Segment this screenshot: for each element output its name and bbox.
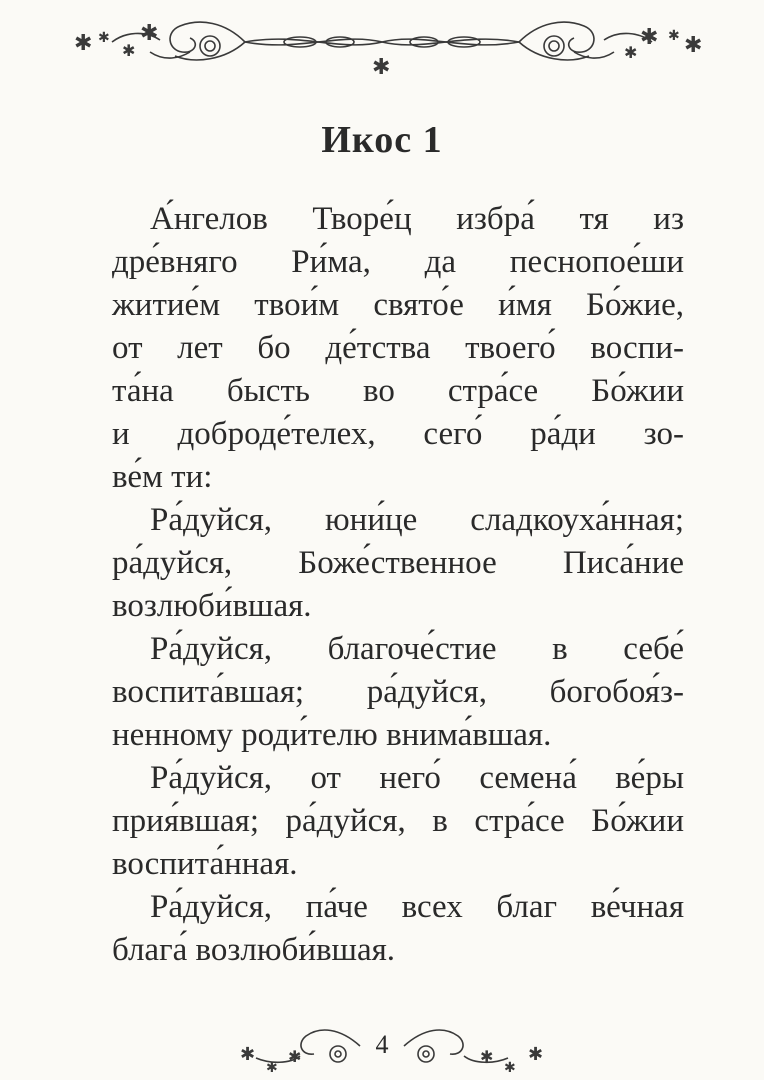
text-line: от лет бо де́тства твоего́ воспи-	[112, 330, 684, 366]
svg-text:✱: ✱	[266, 1060, 278, 1076]
text-line: Ра́дуйся, от него́ семена́ ве́ры	[150, 760, 684, 796]
svg-text:✱: ✱	[122, 41, 136, 60]
svg-text:✱: ✱	[624, 43, 638, 62]
svg-text:✱: ✱	[240, 1044, 256, 1065]
text-line: дре́вняго Ри́ма, да песнопое́ши	[112, 244, 684, 280]
svg-text:✱: ✱	[668, 28, 680, 44]
text-line: ве́м ти:	[112, 459, 213, 495]
text-line: Ра́дуйся, благоче́стие в себе́	[150, 631, 684, 667]
text-line: и доброде́телех, сего́ ра́ди зо-	[112, 416, 684, 452]
svg-text:✱: ✱	[528, 1044, 544, 1065]
paragraph	[112, 886, 684, 972]
paragraph	[112, 499, 684, 628]
text-line: житие́м твои́м свято́е и́мя Бо́жие,	[112, 287, 684, 323]
svg-text:✱: ✱	[98, 30, 110, 46]
text-line: воспита́нная.	[112, 846, 298, 882]
svg-text:✱: ✱	[684, 33, 703, 58]
top-ornament	[0, 12, 764, 82]
paragraph	[112, 757, 684, 886]
text-line: та́на бысть во стра́се Бо́жии	[112, 373, 684, 409]
page-title: Икос 1	[321, 119, 443, 161]
page-number: 4	[375, 1030, 389, 1059]
text-line: А́нгелов Творе́ц избра́ тя из	[150, 201, 684, 237]
text-line: возлюби́вшая.	[112, 588, 312, 624]
paragraph	[112, 628, 684, 757]
text-line: прия́вшая; ра́дуйся, в стра́се Бо́жии	[112, 803, 684, 839]
text-line: ра́дуйся, Боже́ственное Писа́ние	[112, 545, 684, 581]
svg-text:✱: ✱	[640, 25, 659, 50]
text-line: ненному роди́телю внима́вшая.	[112, 717, 552, 753]
text-line: Ра́дуйся, па́че всех благ ве́чная	[150, 889, 684, 925]
text-line: блага́ возлюби́вшая.	[112, 932, 396, 968]
ikos-text	[112, 198, 684, 972]
svg-text:✱: ✱	[480, 1047, 494, 1066]
text-line: воспита́вшая; ра́дуйся, богобоя́з-	[112, 674, 684, 710]
text-line: Ра́дуйся, юни́це сладкоуха́нная;	[150, 502, 684, 538]
paragraph	[112, 198, 684, 499]
floral-border-icon	[0, 12, 764, 82]
svg-text:✱: ✱	[74, 31, 93, 56]
svg-text:✱: ✱	[288, 1047, 302, 1066]
svg-text:✱: ✱	[140, 21, 159, 46]
svg-text:✱: ✱	[372, 55, 391, 80]
svg-text:✱: ✱	[504, 1060, 516, 1076]
